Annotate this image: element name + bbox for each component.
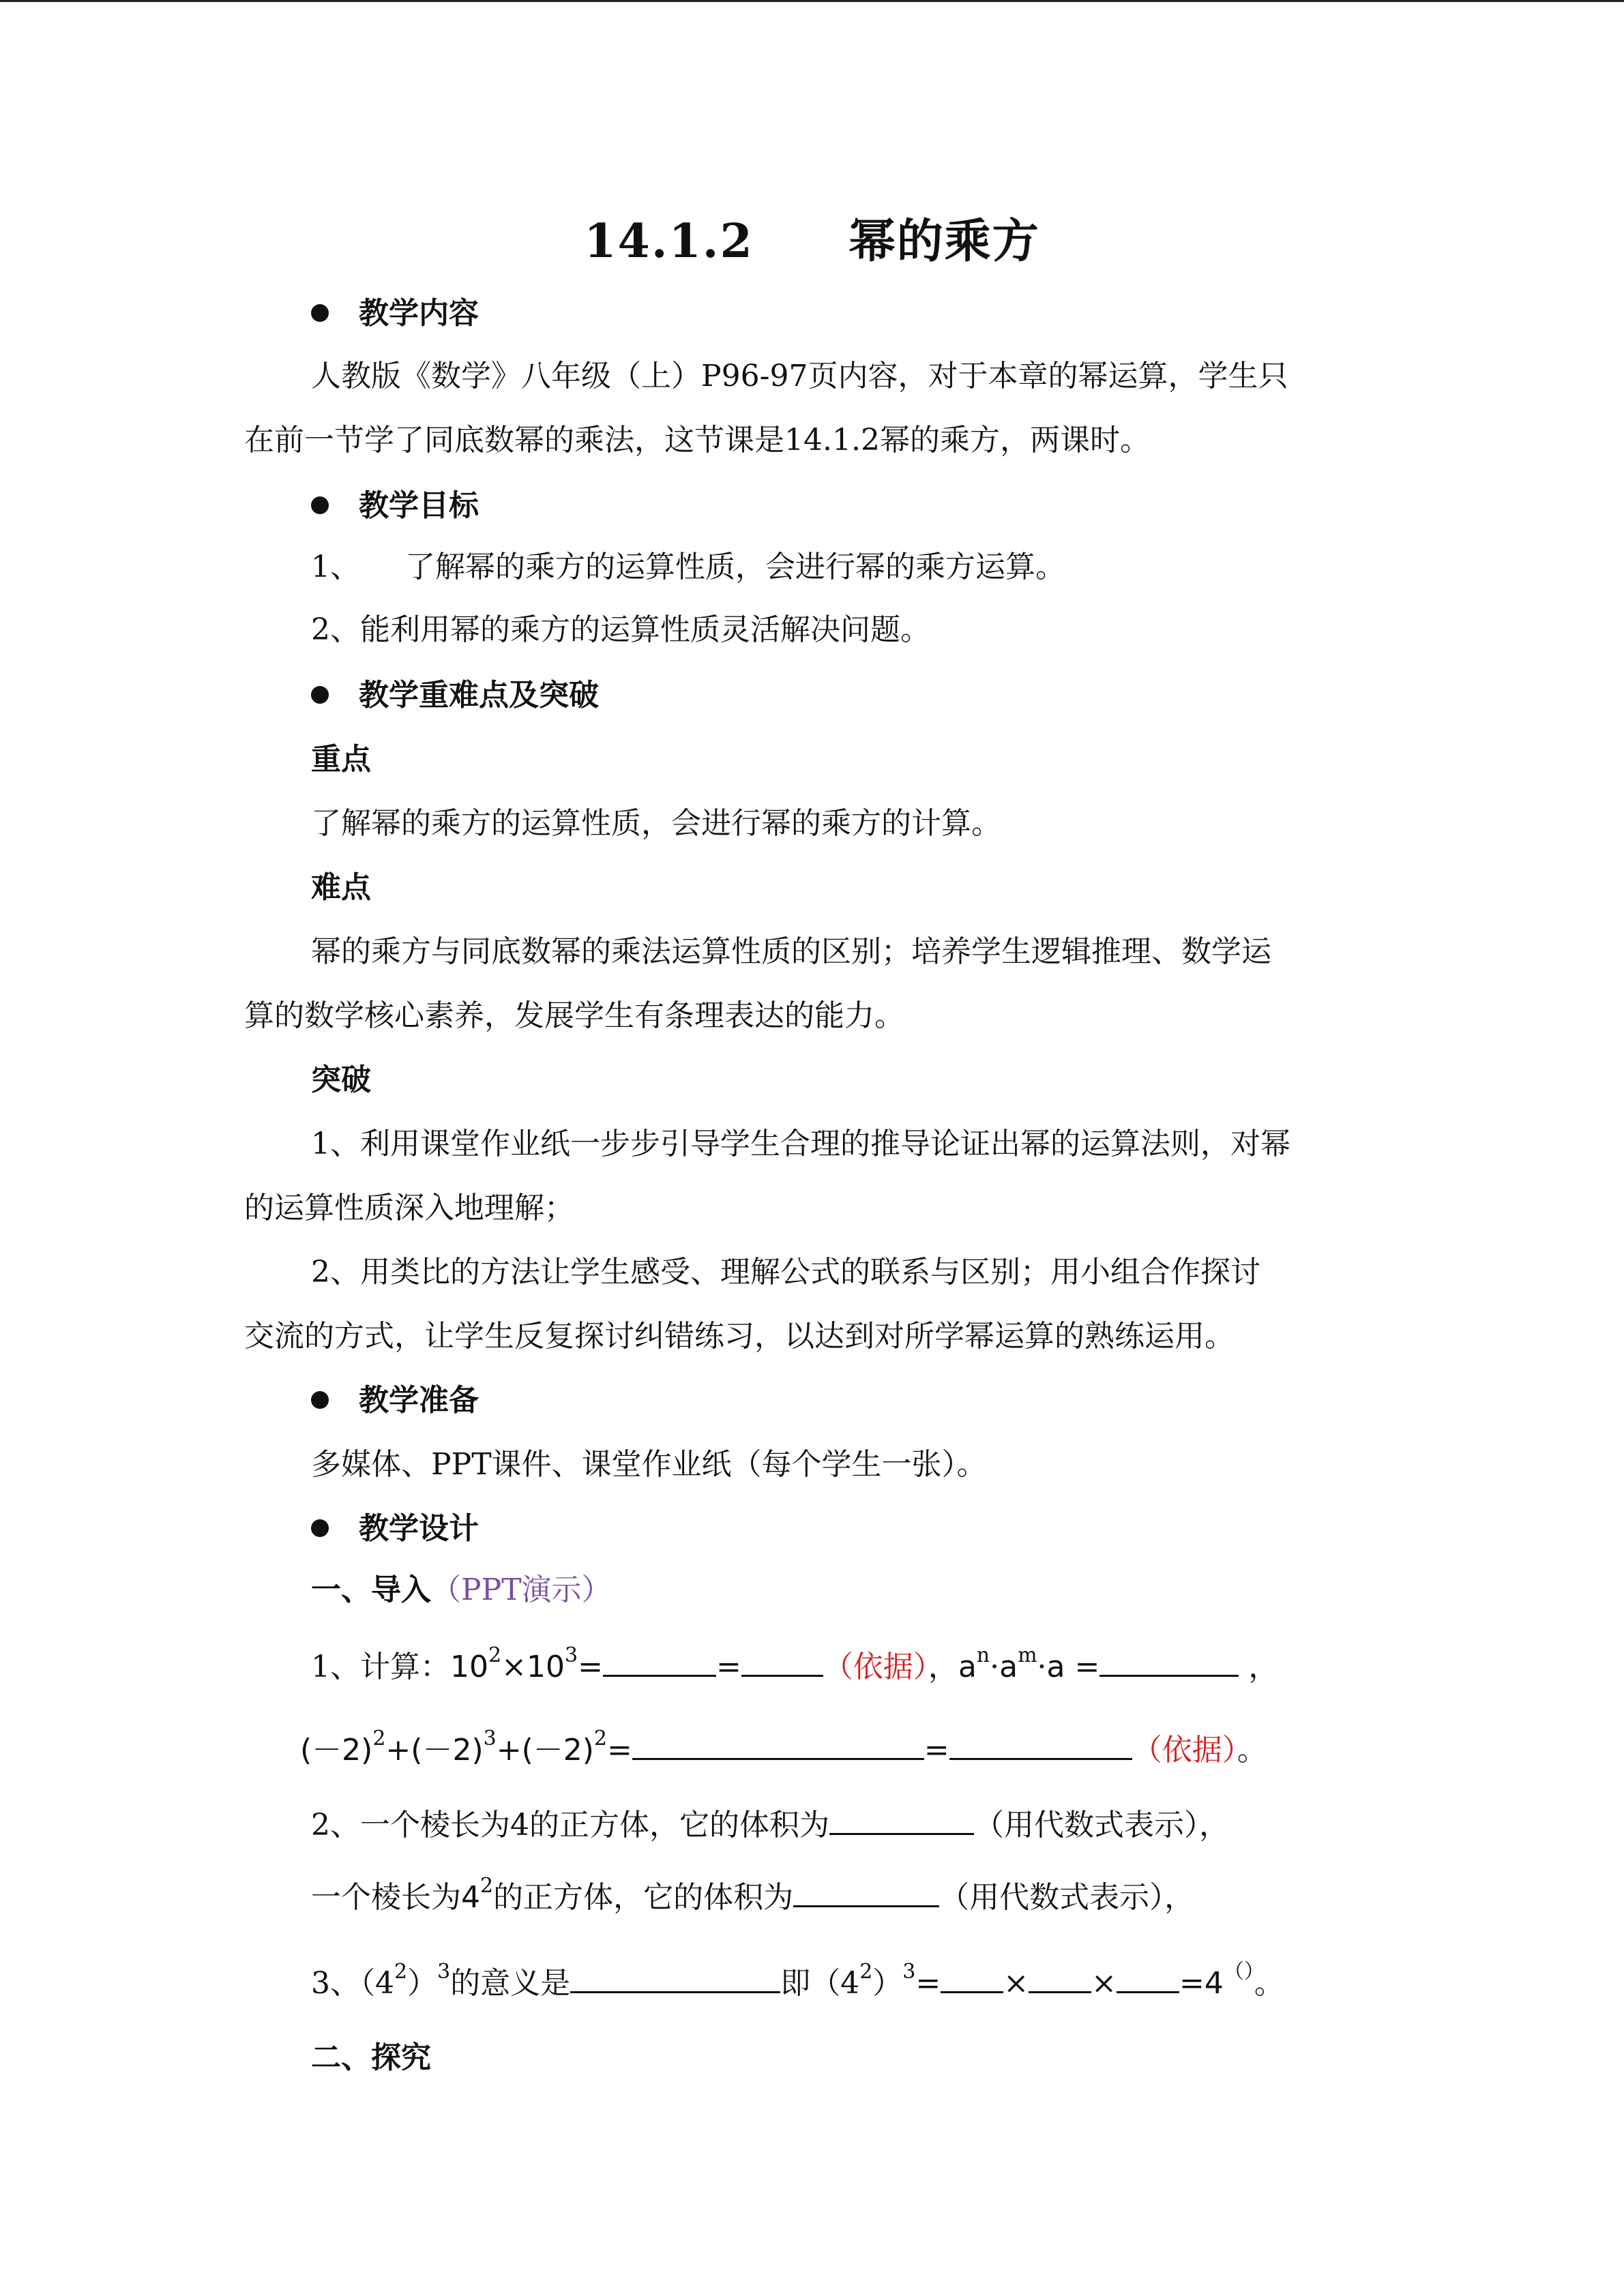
answer-blank[interactable] <box>1117 1961 1179 1993</box>
paragraph: 了解幂的乘方的运算性质，会进行幂的乘方的计算。 <box>311 806 1001 841</box>
section-heading-key-points: 教学重难点及突破 <box>311 674 1457 717</box>
subheading-difficult: 难点 <box>311 870 371 905</box>
answer-blank[interactable] <box>1099 1645 1239 1677</box>
paragraph: 幂的乘方与同底数幂的乘法运算性质的区别；培养学生逻辑推理、数学运 <box>311 934 1271 969</box>
title-number: 14.1.2 <box>584 214 754 269</box>
answer-blank[interactable] <box>829 1803 974 1835</box>
intro-heading: 一、导入（PPT演示） <box>311 1572 612 1607</box>
bullet-icon <box>311 304 329 322</box>
paragraph: 算的数学核心素养，发展学生有条理表达的能力。 <box>244 998 904 1033</box>
goal-item: 2、能利用幂的乘方的运算性质灵活解决问题。 <box>311 612 930 647</box>
paragraph: 人教版《数学》八年级（上）P96-97页内容，对于本章的幂运算，学生只 <box>311 359 1288 393</box>
ppt-note: （PPT演示） <box>431 1572 612 1607</box>
title-text: 幂的乘方 <box>848 214 1040 269</box>
paragraph: 1、利用课堂作业纸一步步引导学生合理的推导论证出幂的运算法则，对幂 <box>311 1127 1290 1161</box>
answer-blank[interactable] <box>941 1961 1003 1993</box>
answer-blank[interactable] <box>1029 1961 1091 1993</box>
paragraph: 多媒体、PPT课件、课堂作业纸（每个学生一张）。 <box>311 1447 987 1482</box>
answer-blank[interactable] <box>632 1728 924 1760</box>
exercise-q2-line1: 2、一个棱长为4的正方体，它的体积为 （用代数式表示）， <box>311 1803 1457 1847</box>
bullet-icon <box>311 1519 329 1537</box>
paragraph: 的运算性质深入地理解； <box>244 1191 574 1225</box>
answer-blank[interactable] <box>949 1728 1132 1760</box>
basis-label: （依据） <box>823 1650 928 1684</box>
bullet-icon <box>311 686 329 704</box>
exercise-q1-line1: 1、计算：$10^2\times 10^3=$ = （依据），$a^n\cdot a^m\cdot a$ = ， <box>311 1643 1279 1684</box>
paragraph: 在前一节学了同底数幂的乘法，这节课是14.1.2幂的乘方，两课时。 <box>244 423 1150 458</box>
section-heading-goals: 教学目标 <box>311 484 1457 528</box>
exercise-q2-line2: 一个棱长为$4^2$的正方体，它的体积为 （用代数式表示）， <box>311 1874 1195 1915</box>
answer-blank[interactable] <box>603 1645 716 1677</box>
exponent-blank: （） <box>1223 1960 1254 1984</box>
subheading-key: 重点 <box>311 742 371 777</box>
section-heading-preparation: 教学准备 <box>311 1379 1457 1422</box>
section-heading-content: 教学内容 <box>311 292 1457 336</box>
answer-blank[interactable] <box>570 1961 780 1993</box>
answer-blank[interactable] <box>793 1875 939 1907</box>
goal-item: 1、 了解幂的乘方的运算性质，会进行幂的乘方运算。 <box>311 550 1065 584</box>
answer-blank[interactable] <box>741 1645 823 1677</box>
explore-heading: 二、探究 <box>311 2040 431 2075</box>
bullet-icon <box>311 496 329 514</box>
exercise-q1-line2: $(-2)^2+(-2)^3+(-2)^2=$ = （依据）。 <box>300 1727 1267 1768</box>
page-title <box>0 205 1624 271</box>
paragraph: 交流的方式，让学生反复探讨纠错练习，以达到对所学幂运算的熟练运用。 <box>244 1319 1235 1354</box>
exercise-q3: 3、$(4^2)^3$的意义是 即$(4^2)^3=$ × × =4（）。 <box>311 1960 1284 2001</box>
basis-label: （依据） <box>1132 1733 1237 1768</box>
page-top-border <box>0 0 1624 2</box>
paragraph: 2、用类比的方法让学生感受、理解公式的联系与区别；用小组合作探讨 <box>311 1255 1260 1289</box>
section-heading-design: 教学设计 <box>311 1507 1457 1551</box>
bullet-icon <box>311 1391 329 1409</box>
subheading-breakthrough: 突破 <box>311 1062 371 1097</box>
